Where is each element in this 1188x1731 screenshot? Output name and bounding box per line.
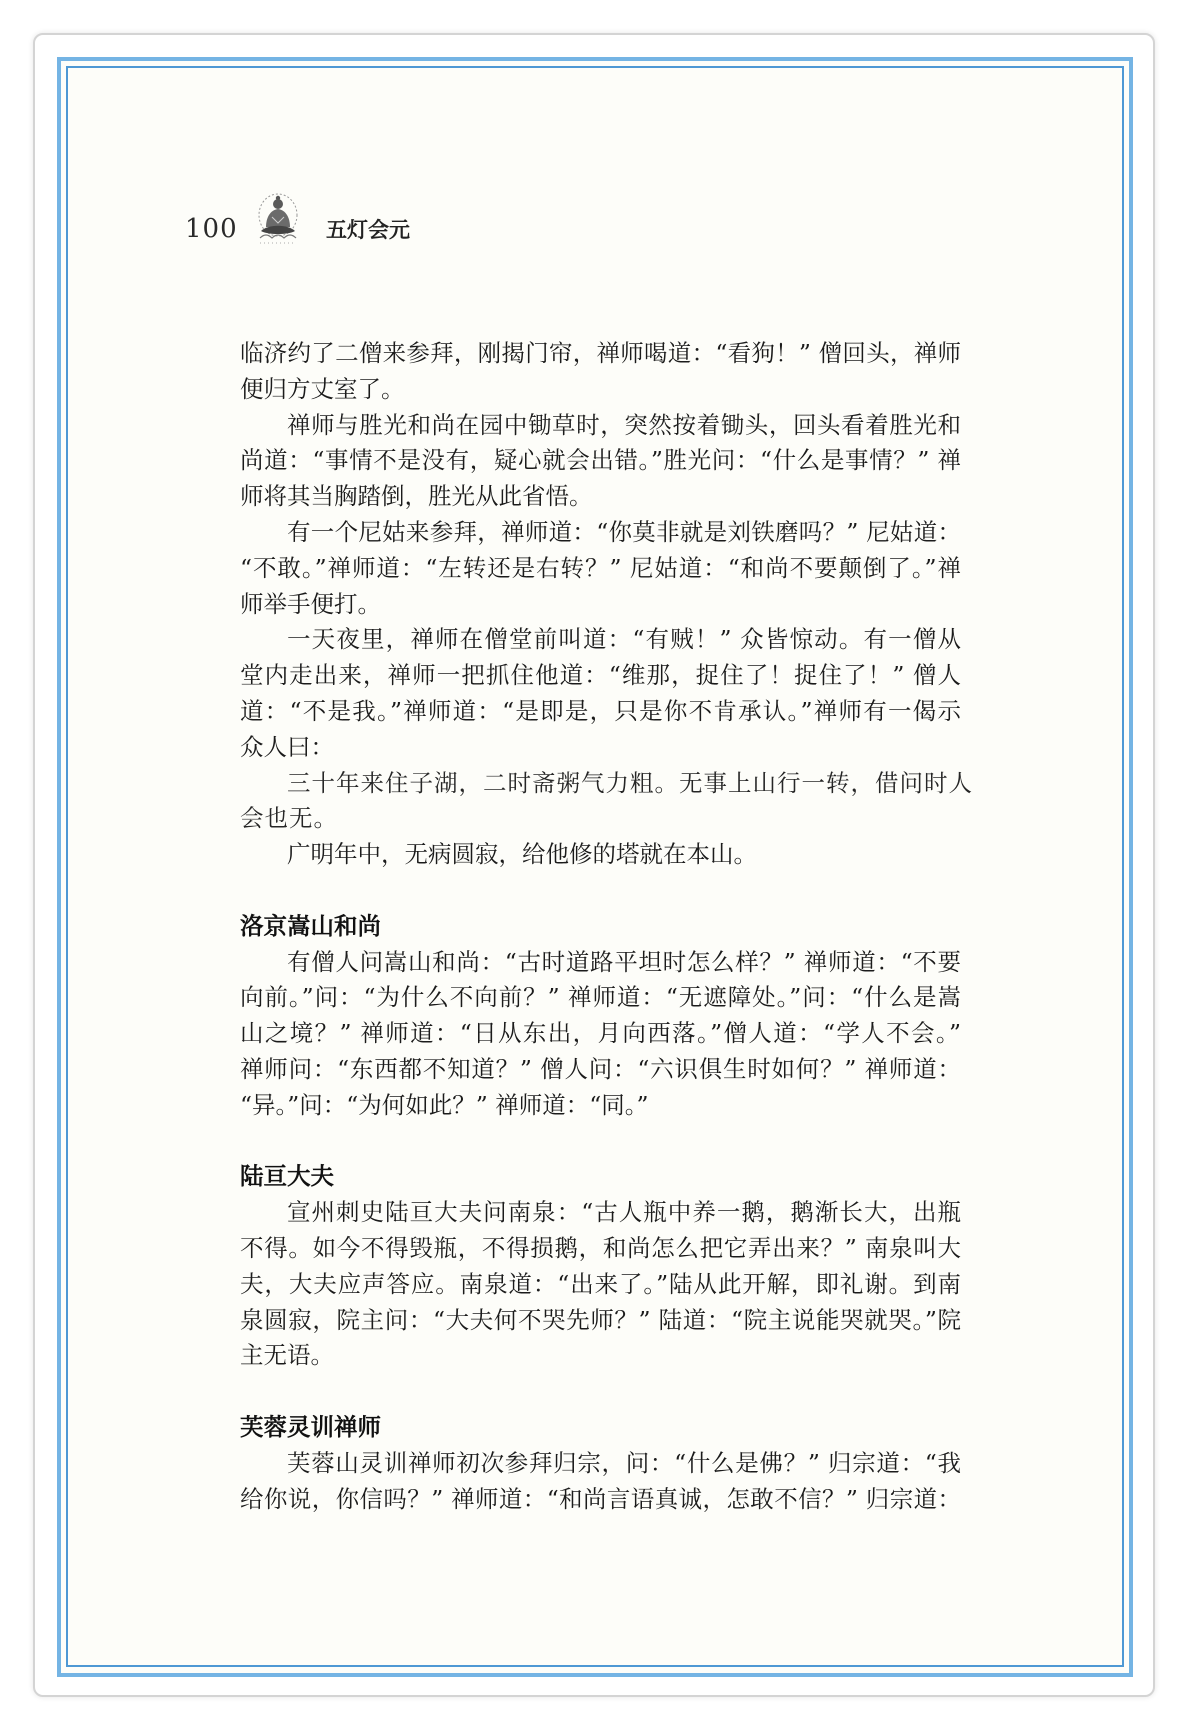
text-line: 宣州刺史陆亘大夫问南泉：“古人瓶中养一鹅，鹅渐长大，出瓶 [287,1198,961,1227]
text-line: 向前。”问：“为什么不向前？” 禅师道：“无遮障处。”问：“什么是嵩 [240,983,961,1012]
verse-line: 会也无。 [240,804,338,833]
text-line: 有一个尼姑来参拜，禅师道：“你莫非就是刘铁磨吗？” 尼姑道： [287,517,961,546]
section-heading: 芙蓉灵训禅师 [240,1412,381,1441]
section-gap [240,1124,961,1160]
text-line: 众人曰： [240,732,334,761]
text-line: 给你说，你信吗？” 禅师道：“和尚言语真诚，怎敢不信？” 归宗道： [240,1484,961,1513]
text-line: 便归方丈室了。 [240,374,405,403]
text-line: 禅师与胜光和尚在园中锄草时，突然按着锄头，回头看着胜光和 [287,410,961,439]
text-line: 道：“不是我。”禅师道：“是即是，只是你不肯承认。”禅师有一偈示 [240,696,961,725]
text-line: 临济约了二僧来参拜，刚揭门帘，禅师喝道：“看狗！” 僧回头，禅师 [240,339,961,367]
text-line: 有僧人问嵩山和尚：“古时道路平坦时怎么样？” 禅师道：“不要 [287,947,961,976]
text-line: 夫，大夫应声答应。南泉道：“出来了。”陆从此开解，即礼谢。到南 [240,1269,961,1298]
seated-buddha-icon [254,190,302,250]
paragraph [240,1446,961,1518]
body-text [240,336,973,1517]
paragraph [240,837,961,873]
text-line: 师举手便打。 [240,589,381,618]
text-line: 禅师问：“东西都不知道？” 僧人问：“六识俱生时如何？” 禅师道： [240,1054,961,1083]
text-line: 山之境？” 禅师道：“日从东出，月向西落。”僧人道：“学人不会。” [240,1019,961,1048]
section-gap [240,873,961,909]
paragraph [240,1195,961,1374]
text-line: 不得。如今不得毁瓶，不得损鹅，和尚怎么把它弄出来？” 南泉叫大 [240,1233,961,1262]
page-number: 100 [185,214,238,244]
paragraph [240,622,961,765]
paragraph [240,945,961,1124]
paragraph [240,408,961,515]
paragraph [240,336,961,408]
text-line: “不敢。”禅师道：“左转还是右转？” 尼姑道：“和尚不要颠倒了。”禅 [240,553,961,582]
text-line: 芙蓉山灵训禅师初次参拜归宗，问：“什么是佛？” 归宗道：“我 [287,1448,961,1477]
verse [240,766,973,838]
text-line: 师将其当胸踏倒，胜光从此省悟。 [240,482,593,511]
paragraph [240,515,961,622]
text-line: 堂内走出来，禅师一把抓住他道：“维那，捉住了！捉住了！” 僧人 [240,661,961,690]
running-head-title: 五灯会元 [326,218,410,242]
section-heading: 陆亘大夫 [240,1162,334,1191]
text-line: 主无语。 [240,1341,334,1370]
text-line: 尚道：“事情不是没有，疑心就会出错。”胜光问：“什么是事情？” 禅 [240,446,961,475]
text-line: 一天夜里，禅师在僧堂前叫道：“有贼！” 众皆惊动。有一僧从 [287,625,961,654]
text-line: “异。”问：“为何如此？” 禅师道：“同。” [240,1090,649,1119]
text-line: 泉圆寂，院主问：“大夫何不哭先师？” 陆道：“院主说能哭就哭。”院 [240,1305,961,1334]
section-heading: 洛京嵩山和尚 [240,911,381,940]
text-line: 广明年中，无病圆寂，给他修的塔就在本山。 [287,840,757,869]
verse-line: 三十年来住子湖，二时斋粥气力粗。无事上山行一转，借问时人 [287,768,973,797]
section-gap [240,1374,961,1410]
